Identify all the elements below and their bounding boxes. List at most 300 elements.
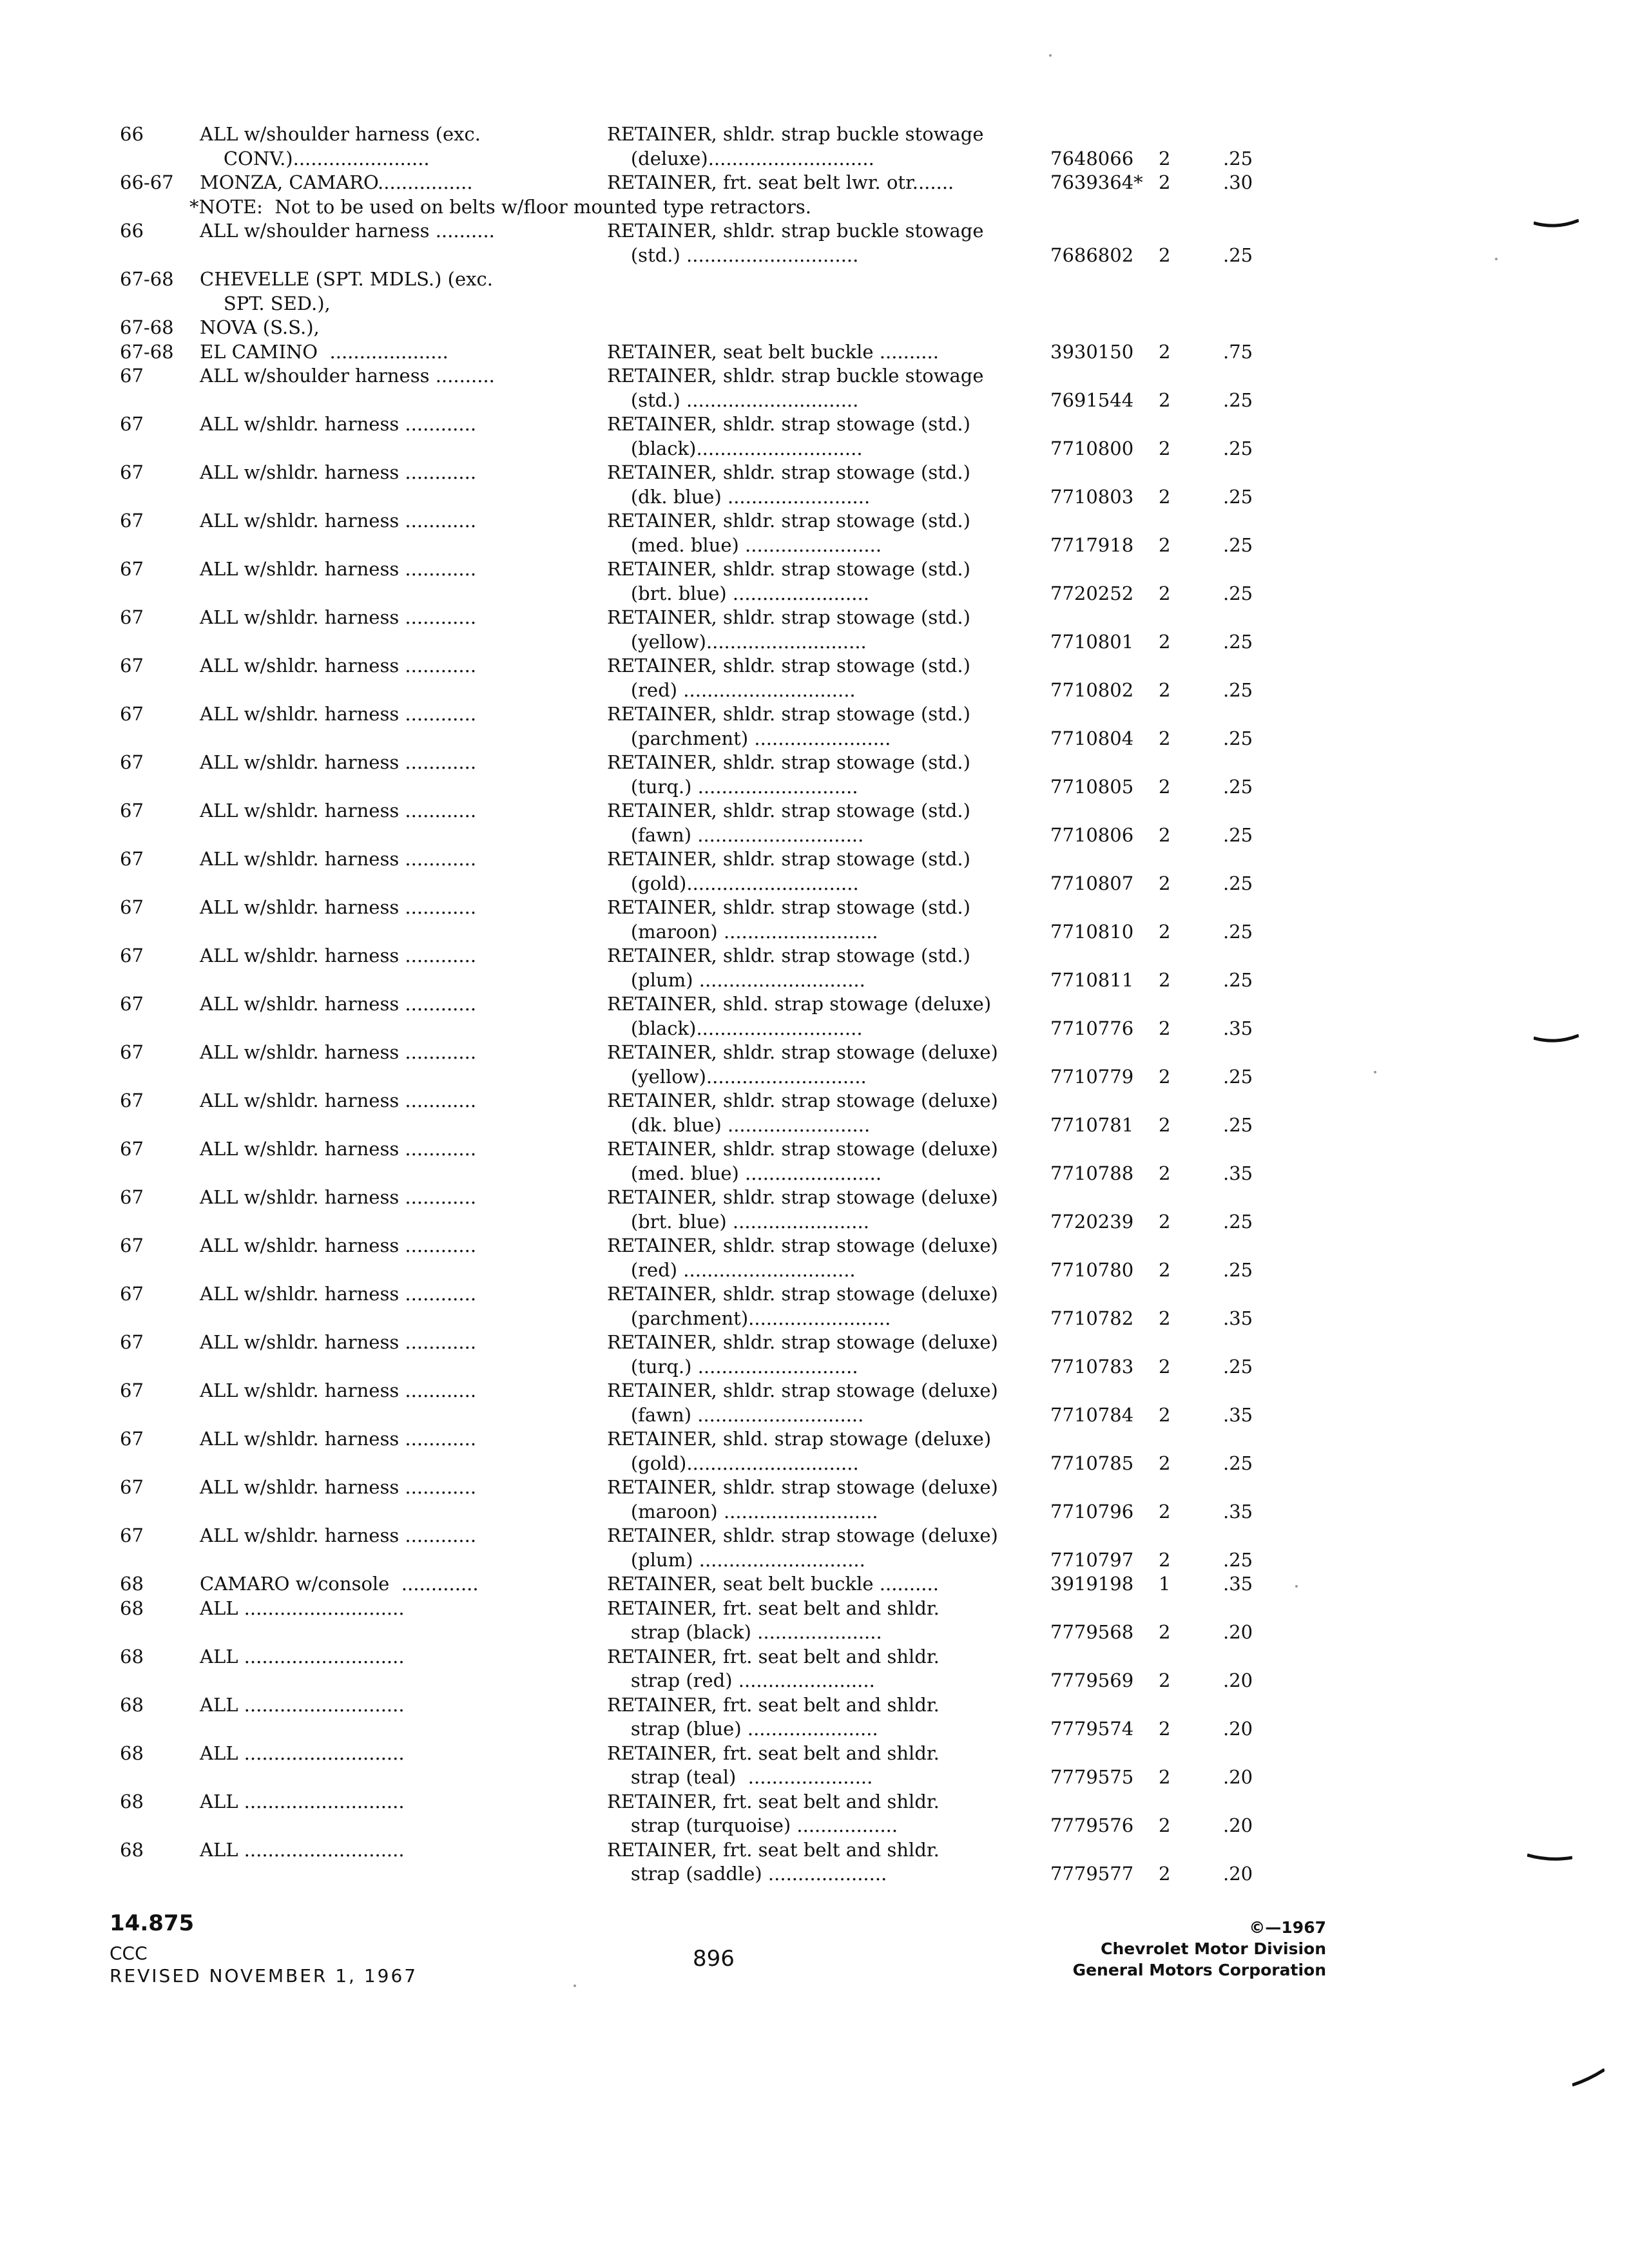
price: .25 [1223,823,1253,846]
part-entry [120,896,1344,944]
description-line: RETAINER, shldr. strap stowage (deluxe) [607,1476,998,1498]
model-year: 66 [120,220,144,242]
model-application [200,799,607,823]
description-line: strap (saddle) .................... [607,1863,887,1885]
model-application [200,751,607,775]
part-number: 7779569 [1050,1669,1134,1691]
part-description [607,1790,1050,1838]
description-line: (red) ............................. [607,678,856,701]
description-line: strap (black) ..................... [607,1621,882,1643]
description-line: RETAINER, seat belt buckle .......... [607,1573,939,1595]
price: .25 [1223,147,1253,169]
description-line: (gold)............................. [607,1452,859,1474]
model-line: ALL w/shldr. harness ............ [200,1041,477,1063]
part-description [607,1041,1050,1089]
model-year: 67-68 [120,340,174,363]
part-number: 7710797 [1050,1548,1134,1571]
model-year: 67 [120,461,144,483]
price: .25 [1223,920,1253,943]
price: .25 [1223,533,1253,556]
part-description [607,654,1050,702]
price: .35 [1223,1500,1253,1523]
part-description [607,219,1050,267]
part-entry [120,1597,1344,1645]
model-year: 67 [120,1090,144,1111]
part-entry [120,219,1344,267]
part-entry [120,316,1344,340]
part-description [607,1645,1050,1693]
part-entry [120,606,1344,654]
quantity: 2 [1159,920,1171,943]
description-line: RETAINER, shldr. strap stowage (std.) [607,558,970,580]
price: .25 [1223,485,1253,508]
description-line: (med. blue) ....................... [607,1162,882,1184]
model-line: ALL w/shldr. harness ............ [200,1186,477,1208]
part-number: 7710810 [1050,920,1134,943]
quantity: 2 [1159,823,1171,846]
quantity: 2 [1159,1669,1171,1691]
division-name: Chevrolet Motor Division [1101,1939,1326,1958]
model-application [200,1524,607,1548]
price: .35 [1223,1017,1253,1039]
quantity: 2 [1159,533,1171,556]
model-year: 67 [120,1235,144,1256]
model-year: 67 [120,655,144,677]
description-line: RETAINER, shldr. strap stowage (std.) [607,510,970,532]
part-number: 7779574 [1050,1718,1134,1740]
model-year: 67 [120,945,144,966]
description-line: RETAINER, shld. strap stowage (deluxe) [607,1428,992,1450]
part-number: 7710807 [1050,872,1134,894]
part-entry [120,412,1344,461]
quantity: 2 [1159,485,1171,508]
description-line: RETAINER, shldr. strap stowage (deluxe) [607,1524,998,1546]
description-line: RETAINER, shldr. strap stowage (std.) [607,896,970,918]
model-year: 66 [120,123,144,145]
quantity: 2 [1159,775,1171,798]
part-entry [120,1041,1344,1089]
quantity: 2 [1159,1452,1171,1474]
price: .20 [1223,1621,1253,1643]
price: .25 [1223,437,1253,459]
price: .25 [1223,1210,1253,1233]
part-number: 7710779 [1050,1065,1134,1088]
part-entry [120,799,1344,847]
part-description [607,1282,1050,1331]
part-entry [120,992,1344,1041]
model-line: ALL w/shoulder harness .......... [200,220,495,242]
part-entry [120,509,1344,557]
price: .25 [1223,727,1253,749]
description-line: strap (blue) ...................... [607,1718,878,1740]
part-entry [120,751,1344,799]
description-line: (turq.) ........................... [607,775,858,798]
part-entry [120,1427,1344,1475]
model-year: 68 [120,1790,144,1812]
binder-hole-mark [1527,1852,1572,1861]
part-number: 7710783 [1050,1355,1134,1378]
model-application [200,364,607,389]
model-line: ALL ........................... [200,1645,405,1667]
part-entry [120,1838,1344,1887]
part-entry [120,1137,1344,1186]
model-year: 67 [120,1379,144,1401]
description-line: RETAINER, seat belt buckle .......... [607,340,939,363]
sheet-number: 14.875 [110,1910,195,1936]
price: .25 [1223,968,1253,991]
model-year: 67 [120,1476,144,1498]
model-line: ALL ........................... [200,1838,405,1861]
part-number: 7710785 [1050,1452,1134,1474]
quantity: 2 [1159,727,1171,749]
quantity: 2 [1159,244,1171,266]
quantity: 2 [1159,147,1171,169]
price [1210,267,1281,292]
footer-left [110,1910,418,1986]
model-year: 67 [120,1331,144,1353]
description-line: (turq.) ........................... [607,1355,858,1378]
model-line: ALL w/shldr. harness ............ [200,1138,477,1160]
model-line: ALL w/shldr. harness ............ [200,703,477,725]
part-number: 7710796 [1050,1500,1134,1523]
model-application [200,992,607,1017]
model-application [200,461,607,485]
model-application [200,1379,607,1403]
part-number: 7779568 [1050,1621,1134,1643]
model-line: ALL ........................... [200,1742,405,1764]
description-line: (fawn) ............................ [607,1403,864,1426]
quantity: 2 [1159,1258,1171,1281]
model-application [200,944,607,968]
price: .20 [1223,1814,1253,1836]
description-line: RETAINER, shldr. strap stowage (std.) [607,800,970,822]
description-line: RETAINER, shldr. strap stowage (deluxe) [607,1331,998,1353]
model-line: ALL w/shldr. harness ............ [200,1379,477,1401]
model-year: 68 [120,1742,144,1764]
model-application [200,847,607,872]
model-application [200,412,607,437]
part-number: 7720239 [1050,1210,1134,1233]
part-number: 7779577 [1050,1863,1134,1885]
description-line: RETAINER, shldr. strap stowage (deluxe) [607,1379,998,1401]
model-line: NOVA (S.S.), [200,316,320,338]
model-year: 67 [120,558,144,580]
model-application [200,896,607,920]
model-line: ALL w/shldr. harness ............ [200,751,477,773]
description-line: RETAINER, shldr. strap stowage (std.) [607,703,970,725]
model-line: ALL w/shldr. harness ............ [200,848,477,870]
model-application [200,171,607,195]
model-line: ALL w/shldr. harness ............ [200,1524,477,1546]
quantity: 2 [1159,1863,1171,1885]
catalog-code: CCC [110,1943,148,1964]
model-line: ALL ........................... [200,1597,405,1619]
description-line: (dk. blue) ........................ [607,485,871,508]
price: .25 [1223,1065,1253,1088]
model-year: 67 [120,993,144,1015]
model-line: CAMARO w/console ............. [200,1573,479,1595]
quantity: 2 [1159,1766,1171,1788]
part-description [607,122,1050,171]
model-year: 67 [120,800,144,822]
model-line: ALL w/shldr. harness ............ [200,1476,477,1498]
model-application [200,509,607,533]
model-line: SPT. SED.), [200,292,331,314]
part-description [607,1089,1050,1137]
quantity: 2 [1159,1548,1171,1571]
part-entry [120,1693,1344,1742]
price: .25 [1223,1258,1253,1281]
model-line: MONZA, CAMARO................ [200,171,473,193]
part-number: 7710811 [1050,968,1134,991]
part-description [607,799,1050,847]
paper-speck [1374,1071,1376,1073]
model-application [200,1186,607,1210]
model-application [200,1693,607,1718]
description-line: RETAINER, shldr. strap stowage (std.) [607,461,970,483]
quantity: 2 [1159,630,1171,653]
quantity: 2 [1159,872,1171,894]
price: .20 [1223,1766,1253,1788]
part-number: 7779576 [1050,1814,1134,1836]
description-line: RETAINER, frt. seat belt and shldr. [607,1838,940,1861]
model-application [200,1790,607,1814]
model-line: ALL w/shldr. harness ............ [200,945,477,966]
description-line: strap (turquoise) ................. [607,1814,898,1836]
part-number: 3919198 [1050,1573,1134,1595]
description-line: RETAINER, shldr. strap stowage (deluxe) [607,1138,998,1160]
paper-speck [1295,1585,1298,1588]
price: .35 [1223,1162,1253,1184]
part-description [607,1137,1050,1186]
part-description [607,1331,1050,1379]
part-entry [120,1790,1344,1838]
model-application [200,654,607,678]
model-line: ALL w/shldr. harness ............ [200,1331,477,1353]
part-description [607,1693,1050,1742]
part-entry [120,122,1344,171]
part-entry [120,340,1344,365]
binder-hole-mark [1572,2068,1605,2088]
price: .25 [1223,1355,1253,1378]
part-number: 7710804 [1050,727,1134,749]
model-year: 67 [120,1138,144,1160]
description-line: RETAINER, frt. seat belt and shldr. [607,1790,940,1812]
description-line: strap (red) ....................... [607,1669,875,1691]
description-line: RETAINER, shldr. strap buckle stowage [607,123,984,145]
part-description [607,171,1050,195]
model-application [200,267,607,316]
description-line: RETAINER, shldr. strap stowage (deluxe) [607,1235,998,1256]
model-application [200,606,607,630]
paper-speck [1049,54,1052,57]
model-application [200,1475,607,1500]
price: .25 [1223,775,1253,798]
part-entry [120,1475,1344,1524]
description-line: (brt. blue) ....................... [607,582,869,604]
quantity: 2 [1159,678,1171,701]
part-description [607,461,1050,509]
part-number: 7710806 [1050,823,1134,846]
model-year: 67 [120,703,144,725]
model-line: EL CAMINO .................... [200,340,448,363]
model-line: ALL w/shldr. harness ............ [200,1428,477,1450]
part-number: 7686802 [1050,244,1134,266]
part-number: 7710788 [1050,1162,1134,1184]
part-description [607,1379,1050,1427]
part-entry [120,1742,1344,1790]
model-line: ALL w/shldr. harness ............ [200,1283,477,1305]
part-entry [120,1089,1344,1137]
description-line: RETAINER, shldr. strap stowage (std.) [607,413,970,435]
part-entry [120,557,1344,606]
model-line: ALL w/shldr. harness ............ [200,655,477,677]
model-year: 66-67 [120,171,174,193]
part-entry [120,267,1344,316]
model-year: 67 [120,1283,144,1305]
model-line: ALL ........................... [200,1790,405,1812]
part-description [607,1597,1050,1645]
model-line: CHEVELLE (SPT. MDLS.) (exc. [200,268,493,290]
quantity: 2 [1159,1403,1171,1426]
part-entry [120,847,1344,896]
part-description [607,1838,1050,1887]
model-year: 67 [120,1428,144,1450]
model-application [200,1089,607,1113]
model-application [200,1041,607,1065]
part-number: 7710782 [1050,1307,1134,1329]
description-line: (red) ............................. [607,1258,856,1281]
model-application [200,1645,607,1669]
part-entry [120,702,1344,751]
part-number: 7710802 [1050,678,1134,701]
price: .30 [1223,171,1253,193]
description-line: RETAINER, shldr. strap stowage (std.) [607,848,970,870]
part-description [607,557,1050,606]
page-number: 896 [693,1946,735,1972]
model-line: ALL w/shldr. harness ............ [200,413,477,435]
price: .25 [1223,872,1253,894]
description-line: RETAINER, shldr. strap stowage (std.) [607,945,970,966]
parts-list [120,122,1344,1887]
model-application [200,316,607,340]
description-line: RETAINER, frt. seat belt and shldr. [607,1693,940,1716]
part-number: 7710784 [1050,1403,1134,1426]
quantity: 2 [1159,171,1171,193]
model-year: 67-68 [120,268,174,290]
price: .20 [1223,1718,1253,1740]
quantity: 2 [1159,1210,1171,1233]
price: .75 [1223,340,1253,363]
model-application [200,1597,607,1621]
price: .25 [1223,1113,1253,1136]
part-description [607,412,1050,461]
description-line: RETAINER, shldr. strap buckle stowage [607,365,984,387]
quantity: 2 [1159,1355,1171,1378]
model-year: 67 [120,1186,144,1208]
part-number: 7710781 [1050,1113,1134,1136]
part-description [607,1186,1050,1234]
model-application [200,1331,607,1355]
part-entry [120,1379,1344,1427]
model-application [200,219,607,244]
model-line: ALL w/shldr. harness ............ [200,993,477,1015]
model-line: ALL w/shldr. harness ............ [200,1235,477,1256]
model-application [200,1742,607,1766]
description-line: (black)............................ [607,1017,863,1039]
description-line: RETAINER, frt. seat belt and shldr. [607,1645,940,1667]
part-description [607,702,1050,751]
model-year: 67 [120,1041,144,1063]
model-line: ALL w/shldr. harness ............ [200,510,477,532]
model-application [200,557,607,582]
paper-speck [1495,258,1498,260]
part-description [607,340,1050,365]
part-description [607,509,1050,557]
description-line: (med. blue) ....................... [607,533,882,556]
binder-hole-mark [1534,1034,1579,1043]
description-line: RETAINER, shldr. strap stowage (deluxe) [607,1090,998,1111]
part-number: 7710800 [1050,437,1134,459]
part-number [1050,267,1153,292]
model-line: ALL w/shoulder harness (exc. [200,123,481,145]
quantity: 2 [1159,437,1171,459]
model-year: 68 [120,1597,144,1619]
part-description [607,1572,1050,1597]
price: .25 [1223,582,1253,604]
quantity: 2 [1159,340,1171,363]
part-number: 7710805 [1050,775,1134,798]
description-line: (plum) ............................ [607,968,865,991]
description-line: (fawn) ............................ [607,823,864,846]
part-entry [120,171,1344,195]
price: .25 [1223,1548,1253,1571]
part-description [607,364,1050,412]
description-line: RETAINER, shld. strap stowage (deluxe) [607,993,992,1015]
part-number: 7720252 [1050,582,1134,604]
model-application [200,702,607,727]
part-description [607,992,1050,1041]
description-line: RETAINER, shldr. strap stowage (deluxe) [607,1186,998,1208]
part-number: 3930150 [1050,340,1134,363]
part-description [607,606,1050,654]
model-year: 68 [120,1573,144,1595]
description-line: RETAINER, shldr. strap stowage (std.) [607,606,970,628]
part-number: 7717918 [1050,533,1134,556]
description-line: (brt. blue) ....................... [607,1210,869,1233]
part-description [607,751,1050,799]
part-entry [120,944,1344,992]
description-line: RETAINER, frt. seat belt lwr. otr....... [607,171,954,193]
part-entry [120,1234,1344,1282]
description-line: (yellow)........................... [607,1065,867,1088]
part-number: 7639364* [1050,171,1143,193]
part-number: 7710780 [1050,1258,1134,1281]
description-line: (gold)............................. [607,872,859,894]
part-entry [120,461,1344,509]
binder-hole-mark [1534,219,1579,228]
part-number: 7710801 [1050,630,1134,653]
model-year: 67 [120,751,144,773]
model-application [200,1282,607,1307]
price: .35 [1223,1403,1253,1426]
description-line: (deluxe)............................ [607,147,874,169]
model-line: ALL w/shldr. harness ............ [200,1090,477,1111]
quantity: 2 [1159,968,1171,991]
model-application [200,1137,607,1162]
part-number: 7710803 [1050,485,1134,508]
model-year: 68 [120,1693,144,1716]
